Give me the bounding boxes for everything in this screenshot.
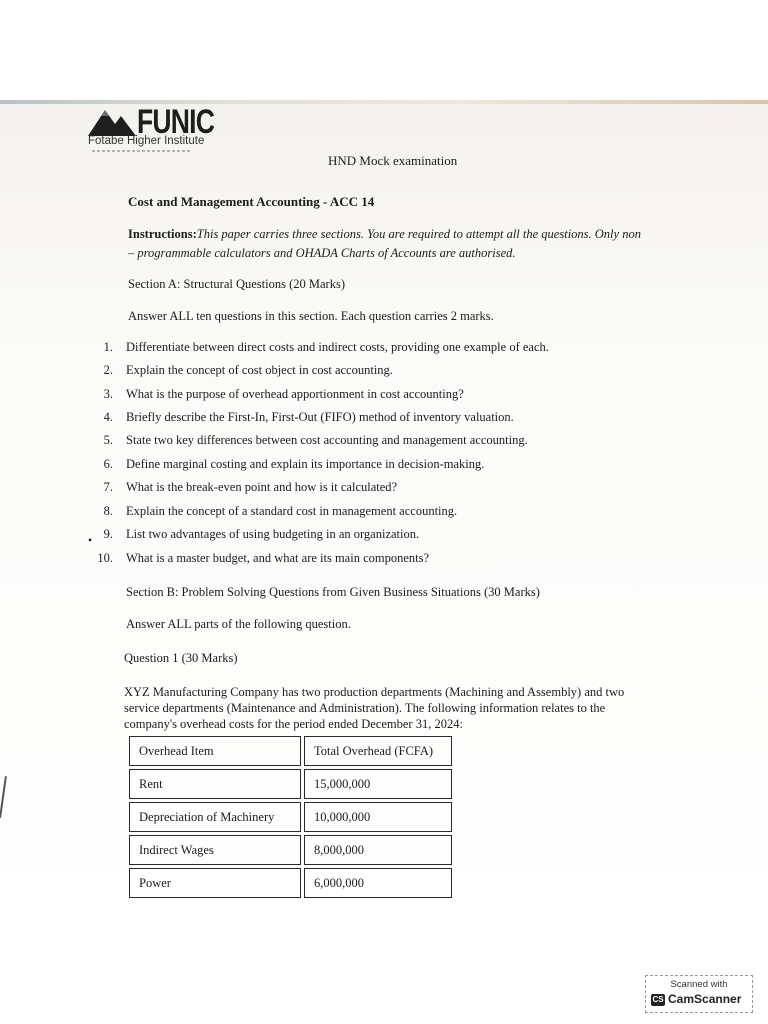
table-row <box>129 769 452 799</box>
question-text: List two advantages of using budgeting in an organization. <box>126 527 420 541</box>
table-cell: Rent <box>129 769 301 799</box>
question-text: Explain the concept of a standard cost in management accounting. <box>126 504 458 518</box>
question-text: Briefly describe the First-In, First-Out (FIFO) method of inventory valuation. <box>126 410 514 424</box>
question-1-paragraph <box>124 684 624 732</box>
question-1-title: Question 1 (30 Marks) <box>124 651 238 665</box>
table-header-row <box>129 736 452 766</box>
table-row <box>129 802 452 832</box>
question-text: Explain the concept of cost object in cost accounting. <box>126 363 393 377</box>
institute-logo <box>88 104 223 156</box>
question-text: Define marginal costing and explain its importance in decision-making. <box>126 457 485 471</box>
table-row <box>129 868 452 898</box>
scanned-with-label: Scanned with <box>670 979 728 990</box>
table-cell: Indirect Wages <box>129 835 301 865</box>
section-b-title: Section B: Problem Solving Questions from Given Business Situations (30 Marks) <box>126 585 540 599</box>
instructions-label: Instructions: <box>128 227 197 241</box>
paragraph-line: XYZ Manufacturing Company has two production departments (Machining and Assembly) and two <box>124 685 625 699</box>
question-text: Differentiate between direct costs and indirect costs, providing one example of each. <box>126 340 549 354</box>
question-number: 6. <box>103 457 113 471</box>
camscanner-brand: CamScanner <box>668 992 742 1006</box>
section-b-instruction: Answer ALL parts of the following question. <box>126 617 351 631</box>
table-cell: Depreciation of Machinery <box>129 802 301 832</box>
table-row <box>129 835 452 865</box>
question-number: 4. <box>103 410 113 424</box>
camscanner-watermark <box>645 975 753 1013</box>
question-text: What is a master budget, and what are its main components? <box>126 551 430 565</box>
table-header-cell: Total Overhead (FCFA) <box>304 736 452 766</box>
question-number: 10. <box>97 551 113 565</box>
table-cell: 10,000,000 <box>304 802 452 832</box>
section-a-title: Section A: Structural Questions (20 Marks) <box>128 277 345 291</box>
camscanner-icon: CS <box>652 995 664 1004</box>
table-cell: 8,000,000 <box>304 835 452 865</box>
logo-tagline-decoration <box>92 150 192 152</box>
question-text: What is the break-even point and how is it calculated? <box>126 480 398 494</box>
table-cell: Power <box>129 868 301 898</box>
question-number: 2. <box>103 363 113 377</box>
instructions-line-1: This paper carries three sections. You are required to attempt all the questions. Only non <box>196 227 641 241</box>
instructions <box>128 225 641 263</box>
mountain-logo-icon <box>88 106 138 138</box>
question-number: 1. <box>103 340 113 354</box>
question-number: 3. <box>103 387 113 401</box>
question-number: 8. <box>103 504 113 518</box>
paragraph-line: service departments (Maintenance and Administration). The following information relates to the <box>124 701 606 715</box>
paragraph-line: company's overhead costs for the period ended December 31, 2024: <box>124 717 463 731</box>
table-cell: 6,000,000 <box>304 868 452 898</box>
table-cell: 15,000,000 <box>304 769 452 799</box>
question-number: 5. <box>103 433 113 447</box>
question-text: What is the purpose of overhead apportionment in cost accounting? <box>126 387 464 401</box>
question-number: 7. <box>103 480 113 494</box>
course-title: Cost and Management Accounting - ACC 14 <box>128 194 375 209</box>
section-a-instruction: Answer ALL ten questions in this section. Each question carries 2 marks. <box>128 309 494 323</box>
overhead-table <box>126 733 455 901</box>
question-number: 9. <box>103 527 113 541</box>
institute-name: Fotabe Higher Institute <box>88 135 205 147</box>
handwritten-tick-mark: • <box>88 533 93 547</box>
table-header-cell: Overhead Item <box>129 736 301 766</box>
question-text: State two key differences between cost accounting and management accounting. <box>126 433 528 447</box>
logo-wordmark: FUNIC <box>137 103 215 141</box>
instructions-line-2: – programmable calculators and OHADA Charts of Accounts are authorised. <box>128 246 516 260</box>
exam-title: HND Mock examination <box>328 153 458 168</box>
